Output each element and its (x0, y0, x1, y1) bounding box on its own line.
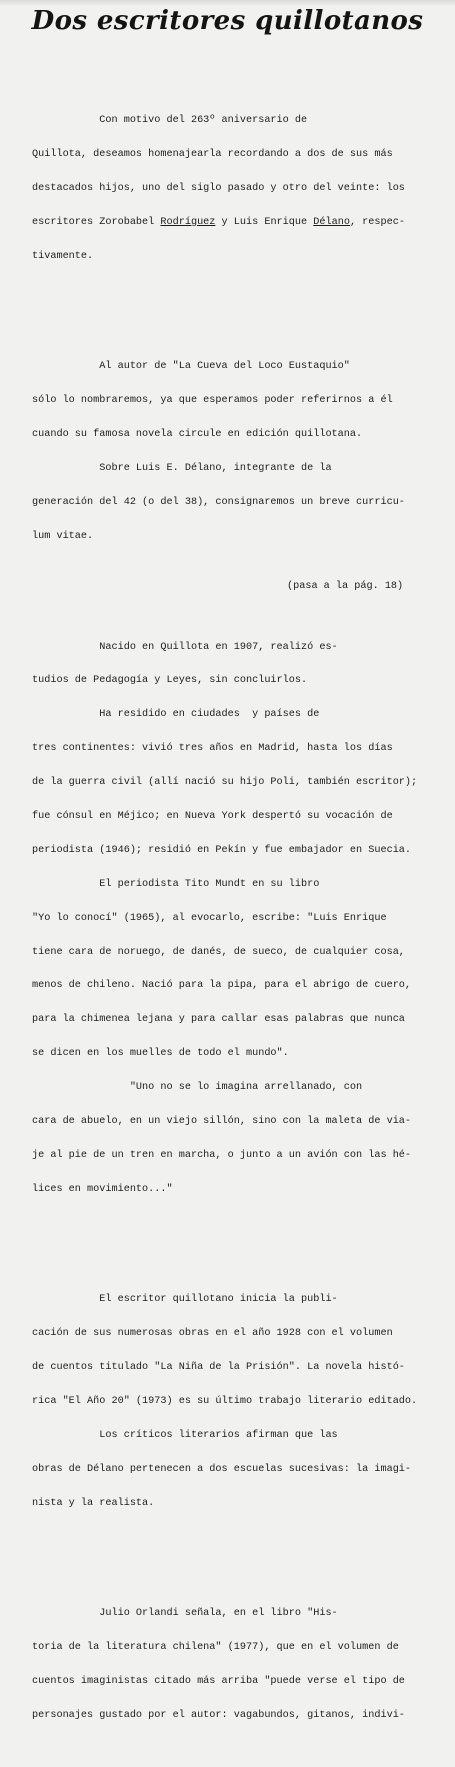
text-line: Quillota, deseamos homenajearla recordando a dos de sus más (32, 149, 393, 161)
paragraph-gap (32, 1240, 424, 1249)
text-line: cación de sus numerosas obras en el año 1928 con el volumen (32, 1328, 393, 1340)
text-line: tiene cara de noruego, de danés, de sueco, de cualquier cosa, (32, 946, 405, 958)
text-line: Sobre Luis E. Délano, integrante de la (32, 463, 332, 475)
text-line: je al pie de un tren en marcha, o junto a un avión con las hé- (32, 1149, 412, 1161)
text-line: generación del 42 (o del 38), consignaremos un breve curricu- (32, 496, 405, 508)
text-line: para la chimenea lejana y para callar esas palabras que nunca (32, 1014, 405, 1026)
paragraph-1 (32, 93, 424, 285)
text-line: toria de la literatura chilena" (1977), que en el volumen de (32, 1642, 399, 1654)
text-line: cuando su famosa novela circule en edición quillotana. (32, 429, 363, 441)
text-line: Al autor de "La Cueva del Loco Eustaquio" (32, 361, 350, 373)
text-line: El escritor quillotano inicia la publi- (32, 1294, 338, 1306)
text-line: personajes gustado por el autor: vagabundos, gitanos, indivi- (32, 1710, 405, 1722)
text-line: Nacido en Quillota en 1907, realizó es- (32, 641, 338, 653)
text-line: tudios de Pedagogía y Leyes, sin concluirlos. (32, 675, 308, 687)
continuation-note: (pasa a la pág. 18) (287, 581, 404, 592)
paragraph-3 (32, 619, 424, 1218)
paragraph-4 (32, 1272, 424, 1532)
text-line: lum vitae. (32, 530, 94, 542)
text-line: lices en movimiento..." (32, 1183, 173, 1195)
text-line: fue cónsul en Méjico; en Nueva York despertó su vocación de (32, 811, 393, 822)
text-line: nista y la realista. (32, 1497, 155, 1509)
text-line: Los críticos literarios afirman que las (32, 1430, 338, 1442)
text-line: "Yo lo conocí" (1965), al evocarlo, escribe: "Luis Enrique (32, 912, 387, 924)
text-line: sólo lo nombraremos, ya que esperamos poder referirnos a él (32, 395, 393, 407)
text-line: cara de abuelo, en un viejo sillón, sino con la maleta de via- (32, 1116, 412, 1128)
text-line: tres continentes: vivió tres años en Madrid, hasta los días (32, 743, 393, 755)
text-line: "Uno no se lo imagina arrellanado, con (32, 1082, 363, 1094)
article-body (32, 70, 424, 1767)
text-line: Ha residido en ciudades y países de (32, 709, 320, 721)
text-line: El periodista Tito Mundt en su libro (32, 878, 320, 890)
underlined-name: Rodríguez (160, 216, 216, 228)
paragraph-gap (32, 1554, 424, 1563)
text-line: tivamente. (32, 250, 94, 262)
text-line: de cuentos titulado "La Niña de la Prisión". La novela histó- (32, 1362, 405, 1374)
text-line: Julio Orlandi señala, en el libro "His- (32, 1608, 338, 1620)
text-line: menos de chileno. Nació para la pipa, para el abrigo de cuero, (32, 980, 412, 992)
text-line: destacados hijos, uno del siglo pasado y otro del veinte: los (32, 182, 405, 194)
paragraph-gap (32, 307, 424, 316)
text-line: se dicen en los muelles de todo el mundo". (32, 1048, 289, 1060)
text-line: Con motivo del 263º aniversario de (32, 115, 308, 127)
underlined-name: Délano (313, 216, 350, 228)
text-line: obras de Délano pertenecen a dos escuelas sucesivas: la imagi- (32, 1463, 412, 1475)
paragraph-5 (32, 1586, 424, 1744)
article-title: Dos escritores quillotanos (31, 6, 424, 36)
text-line: rica "El Año 20" (1973) es su último trabajo literario editado. (32, 1396, 418, 1408)
text-line: de la guerra civil (allí nació su hijo Poli, también escritor); (32, 777, 418, 789)
text-line: periodista (1946); residió en Pekín y fue embajador en Suecia. (32, 844, 412, 856)
text-line: cuentos imaginistas citado más arriba "puede verse el tipo de (32, 1676, 405, 1688)
text-line: escritores Zorobabel Rodríguez y Luis Enrique Délano, respec- (32, 216, 405, 228)
paragraph-2 (32, 339, 424, 565)
